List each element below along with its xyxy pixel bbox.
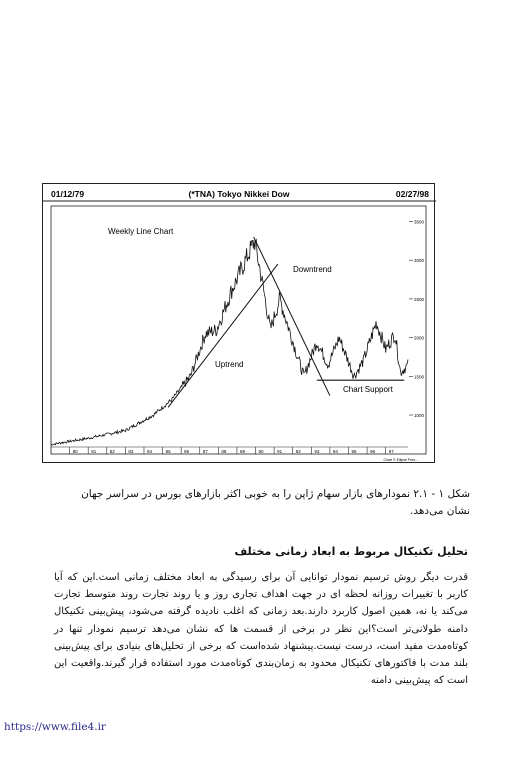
y-tick-label: 2500 bbox=[414, 296, 425, 302]
x-tick-label: 96 bbox=[370, 449, 376, 454]
x-tick-label: 86 bbox=[184, 449, 190, 454]
plot-frame bbox=[51, 206, 426, 454]
x-tick-label: 85 bbox=[165, 449, 171, 454]
y-tick-label: 2000 bbox=[414, 335, 425, 341]
uptrend-line bbox=[168, 264, 278, 407]
price-series-line bbox=[51, 240, 408, 445]
x-tick-label: 84 bbox=[146, 449, 152, 454]
chart-footer: Chart © Ellipse Pres... bbox=[383, 458, 418, 462]
x-tick-label: 97 bbox=[388, 449, 394, 454]
x-tick-label: 81 bbox=[91, 449, 97, 454]
x-tick-label: 90 bbox=[258, 449, 264, 454]
figure-caption: شکل ۱ - ۲.۱ نمودارهای بازار سهام ژاپن را به خوبی اکثر بازارهای بورس در سراسر جهان نشان می‌دهد. bbox=[81, 488, 470, 517]
x-axis bbox=[51, 447, 408, 454]
nikkei-chart bbox=[43, 184, 436, 464]
y-axis bbox=[409, 219, 425, 418]
x-tick-label: 93 bbox=[314, 449, 320, 454]
y-tick-label: 1500 bbox=[414, 374, 425, 380]
x-tick-label: 88 bbox=[221, 449, 227, 454]
x-tick-label: 87 bbox=[202, 449, 208, 454]
uptrend-label: Uptrend bbox=[215, 360, 244, 369]
y-tick-label: 1000 bbox=[414, 413, 425, 419]
x-tick-label: 83 bbox=[128, 449, 134, 454]
x-tick-label: 95 bbox=[351, 449, 357, 454]
chart-start-date: 01/12/79 bbox=[51, 189, 85, 199]
source-url: https://www.file4.ir bbox=[4, 721, 106, 733]
x-tick-label: 92 bbox=[295, 449, 301, 454]
chart-title: (*TNA) Tokyo Nikkei Dow bbox=[188, 189, 290, 199]
chart-end-date: 02/27/98 bbox=[395, 189, 429, 199]
downtrend-line bbox=[254, 237, 330, 396]
chart-subtitle: Weekly Line Chart bbox=[108, 227, 174, 236]
section-heading: تحلیل تکنیکال مربوط به ابعاد زمانی مختلف bbox=[234, 545, 468, 558]
x-tick-label: 91 bbox=[277, 449, 283, 454]
x-tick-label: 89 bbox=[239, 449, 245, 454]
chart-support-label: Chart Support bbox=[343, 385, 393, 394]
x-tick-label: 82 bbox=[109, 449, 115, 454]
section-body: قدرت دیگر روش ترسیم نمودار توانایی آن برای رسیدگی به ابعاد مختلف زمانی است.این که آیا کاربر با تغییرات روزانه لحظه ای در جهت اهداف تجاری روز و یا روند تجارت روند متوسط تجارت می‌کند یا نه، همین اصول کاربرد دارند.بعد زمانی که اغلب نادیده گرفته می‌شود، پیش‌بینی تکنیکال دامنه طولانی‌تر است؟این نظر در برخی از قسمت ها که نشان می‌دهد ترسیم نمودار تنها در کوتاه‌مدت مفید است، درست نیست.پیشنهاد شده‌است که برخی از تحلیل‌های بنیادی برای پیش‌بینی بلند مدت با فاکتورهای تکنیکال محدود به زمان‌بندی کوتاه‌مدت مورد استفاده قرار گیرند.واقعیت این است که پیش‌بینی دامنه bbox=[54, 572, 468, 687]
x-tick-label: 94 bbox=[332, 449, 338, 454]
y-tick-label: 3500 bbox=[414, 219, 425, 225]
downtrend-label: Downtrend bbox=[293, 265, 332, 274]
x-tick-label: 80 bbox=[72, 449, 78, 454]
figure-chart bbox=[42, 183, 435, 463]
y-tick-label: 3000 bbox=[414, 258, 425, 264]
